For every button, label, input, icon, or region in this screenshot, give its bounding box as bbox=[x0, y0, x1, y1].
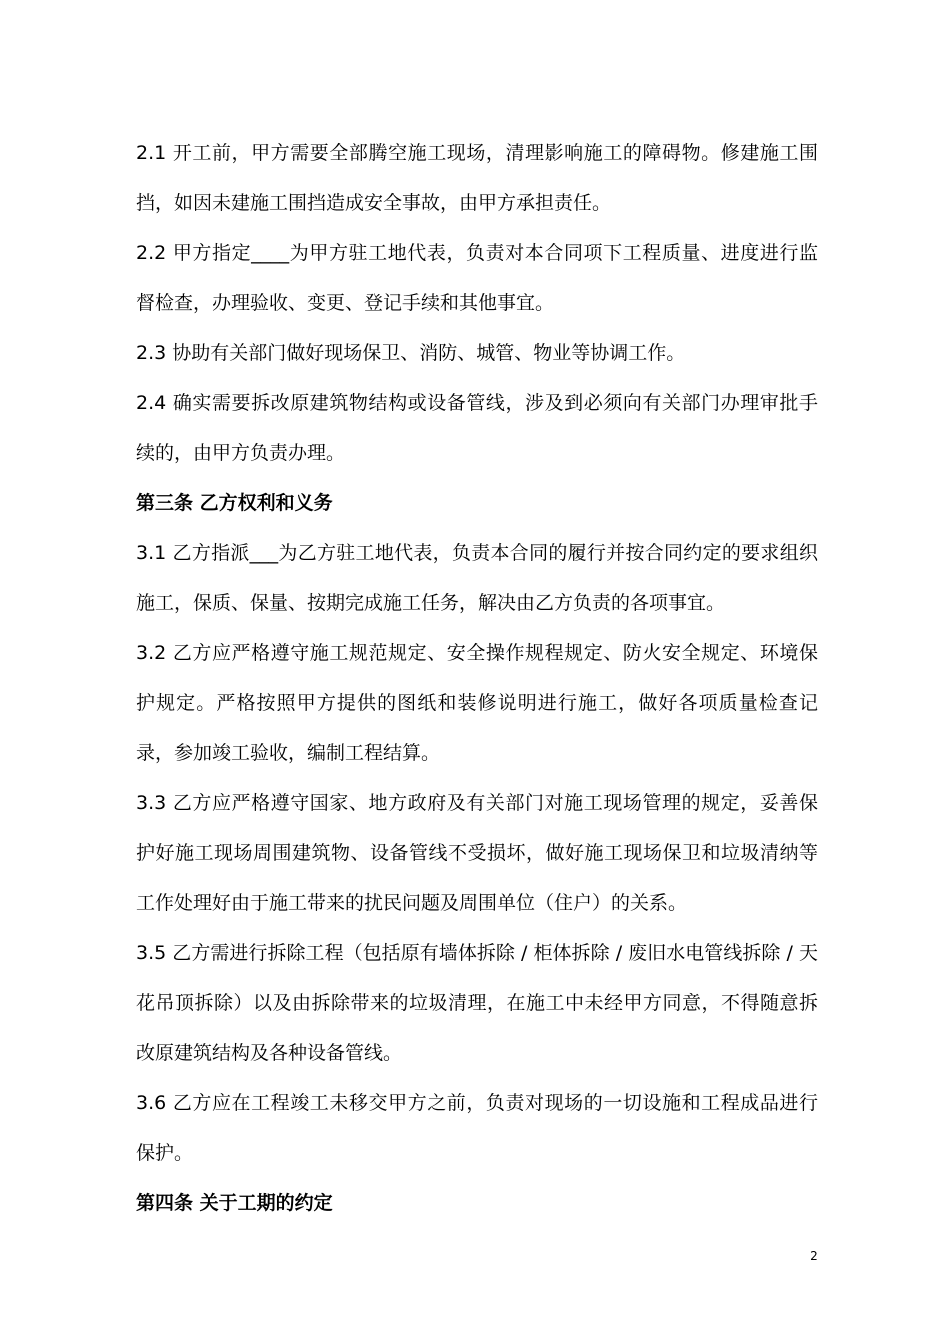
document-body bbox=[136, 128, 818, 1228]
clause-2-2: 2.2 甲方指定____为甲方驻工地代表，负责对本合同项下工程质量、进度进行监督检查，办理验收、变更、登记手续和其他事宜。 bbox=[136, 242, 818, 314]
section-heading-article-3: 第三条 乙方权利和义务 bbox=[136, 492, 333, 514]
clause-2-4: 2.4 确实需要拆改原建筑物结构或设备管线，涉及到必须向有关部门办理审批手续的，由甲方负责办理。 bbox=[136, 392, 818, 464]
page-number: 2 bbox=[810, 1249, 818, 1263]
clause-3-6: 3.6 乙方应在工程竣工未移交甲方之前，负责对现场的一切设施和工程成品进行保护。 bbox=[136, 1092, 818, 1164]
clause-3-1: 3.1 乙方指派___为乙方驻工地代表，负责本合同的履行并按合同约定的要求组织施工，保质、保量、按期完成施工任务，解决由乙方负责的各项事宜。 bbox=[136, 542, 818, 614]
clause-2-3: 2.3 协助有关部门做好现场保卫、消防、城管、物业等协调工作。 bbox=[136, 342, 686, 364]
section-heading-article-4: 第四条 关于工期的约定 bbox=[136, 1192, 333, 1214]
clause-3-2: 3.2 乙方应严格遵守施工规范规定、安全操作规程规定、防火安全规定、环境保护规定。严格按照甲方提供的图纸和装修说明进行施工，做好各项质量检查记录，参加竣工验收，编制工程结算。 bbox=[136, 642, 818, 764]
clause-3-3: 3.3 乙方应严格遵守国家、地方政府及有关部门对施工现场管理的规定，妥善保护好施工现场周围建筑物、设备管线不受损坏，做好施工现场保卫和垃圾清纳等工作处理好由于施工带来的扰民问题及周围单位（住户）的关系。 bbox=[136, 792, 818, 914]
clause-3-5: 3.5 乙方需进行拆除工程（包括原有墙体拆除 / 柜体拆除 / 废旧水电管线拆除 / 天花吊顶拆除）以及由拆除带来的垃圾清理，在施工中未经甲方同意，不得随意拆改原建筑结构及各种设备管线。 bbox=[136, 942, 818, 1064]
clause-2-1: 2.1 开工前，甲方需要全部腾空施工现场，清理影响施工的障碍物。修建施工围挡，如因未建施工围挡造成安全事故，由甲方承担责任。 bbox=[136, 142, 818, 214]
